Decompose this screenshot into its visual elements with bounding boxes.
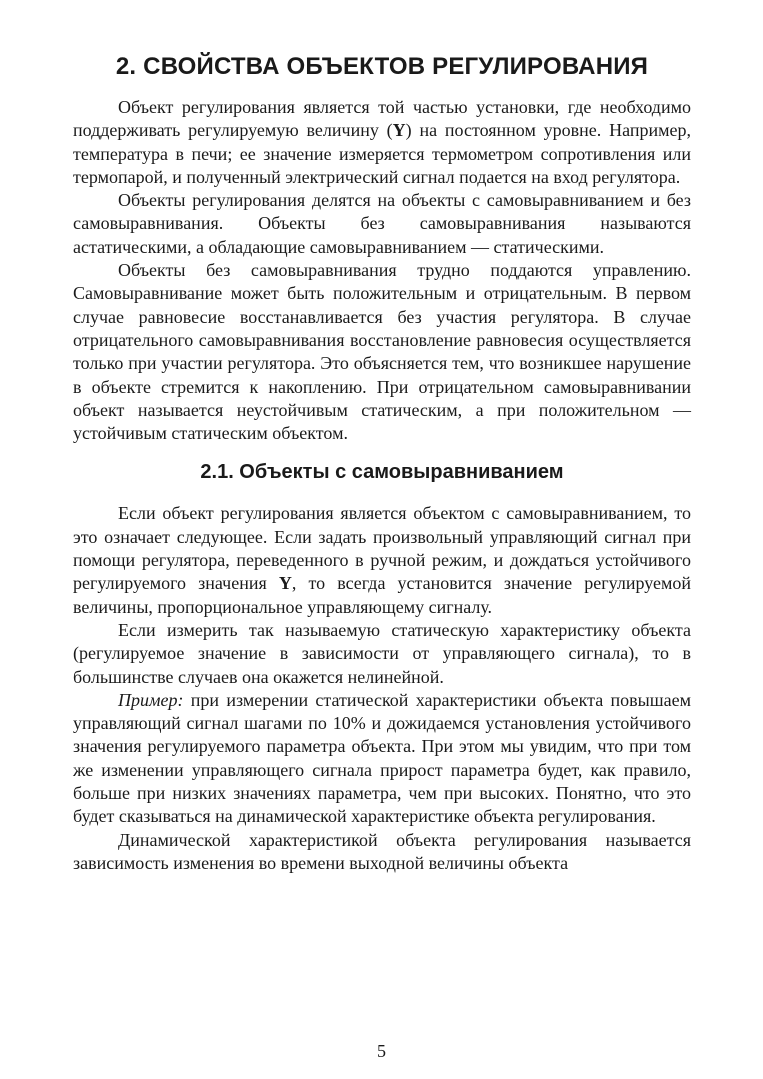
- paragraph: Если измерить так называемую статическую характеристику объекта (регулируемое значение в зависимости от управляющего сигнала), то в большинстве случаев она окажется нелинейной.: [73, 619, 691, 687]
- subsection-title: 2.1. Объекты с самовыравниванием: [200, 461, 564, 484]
- page-number: 5: [377, 1041, 386, 1061]
- section-title: 2. СВОЙСТВА ОБЪЕКТОВ РЕГУЛИРОВАНИЯ: [115, 53, 649, 80]
- paragraph: Объект регулирования является той частью установки, где необходимо поддерживать регулируемую величину (Y) на постоянном уровне. Например, температура в печи; ее значение измеряется термометром сопротивления или термопарой, и полученный электрический сигнал подается на вход регулятора.: [73, 97, 691, 187]
- page-content: [73, 52, 691, 875]
- paragraph: Объекты регулирования делятся на объекты с самовыравниванием и без самовыравнивания. Объекты без самовыравнивания называются астатическими, а обладающие самовыравниванием — статическими.: [73, 190, 691, 257]
- paragraph: Пример: при измерении статической характеристики объекта повышаем управляющий сигнал шагами по 10% и дожидаемся установления устойчивого значения регулируемого параметра объекта. При этом мы увидим, что при том же изменении управляющего сигнала прирост параметра будет, как правило, больше при низких значениях параметра, чем при высоких. Понятно, что это будет сказываться на динамической характеристике объекта регулирования.: [73, 689, 691, 827]
- paragraph: Если объект регулирования является объектом с самовыравниванием, то это означает следующее. Если задать произвольный управляющий сигнал при помощи регулятора, переведенного в ручной режим, и дождаться устойчивого регулируемого значения Y, то всегда установится значение регулируемой величины, пропорциональное управляющему сигналу.: [73, 503, 691, 617]
- paragraph: Динамической характеристикой объекта регулирования называется зависимость изменения во времени выходной величины объекта: [73, 829, 691, 873]
- paragraph: Объекты без самовыравнивания трудно поддаются управлению. Самовыравнивание может быть положительным и отрицательным. В первом случае равновесие восстанавливается без участия регулятора. В случае отрицательного самовыравнивания восстановление равновесия осуществляется только при участии регулятора. Это объясняется тем, что возникшее нарушение в объекте стремится к накоплению. При отрицательном самовыравнивании объект называется неустойчивым статическим, а при положительном — устойчивым статическим объектом.: [73, 260, 691, 444]
